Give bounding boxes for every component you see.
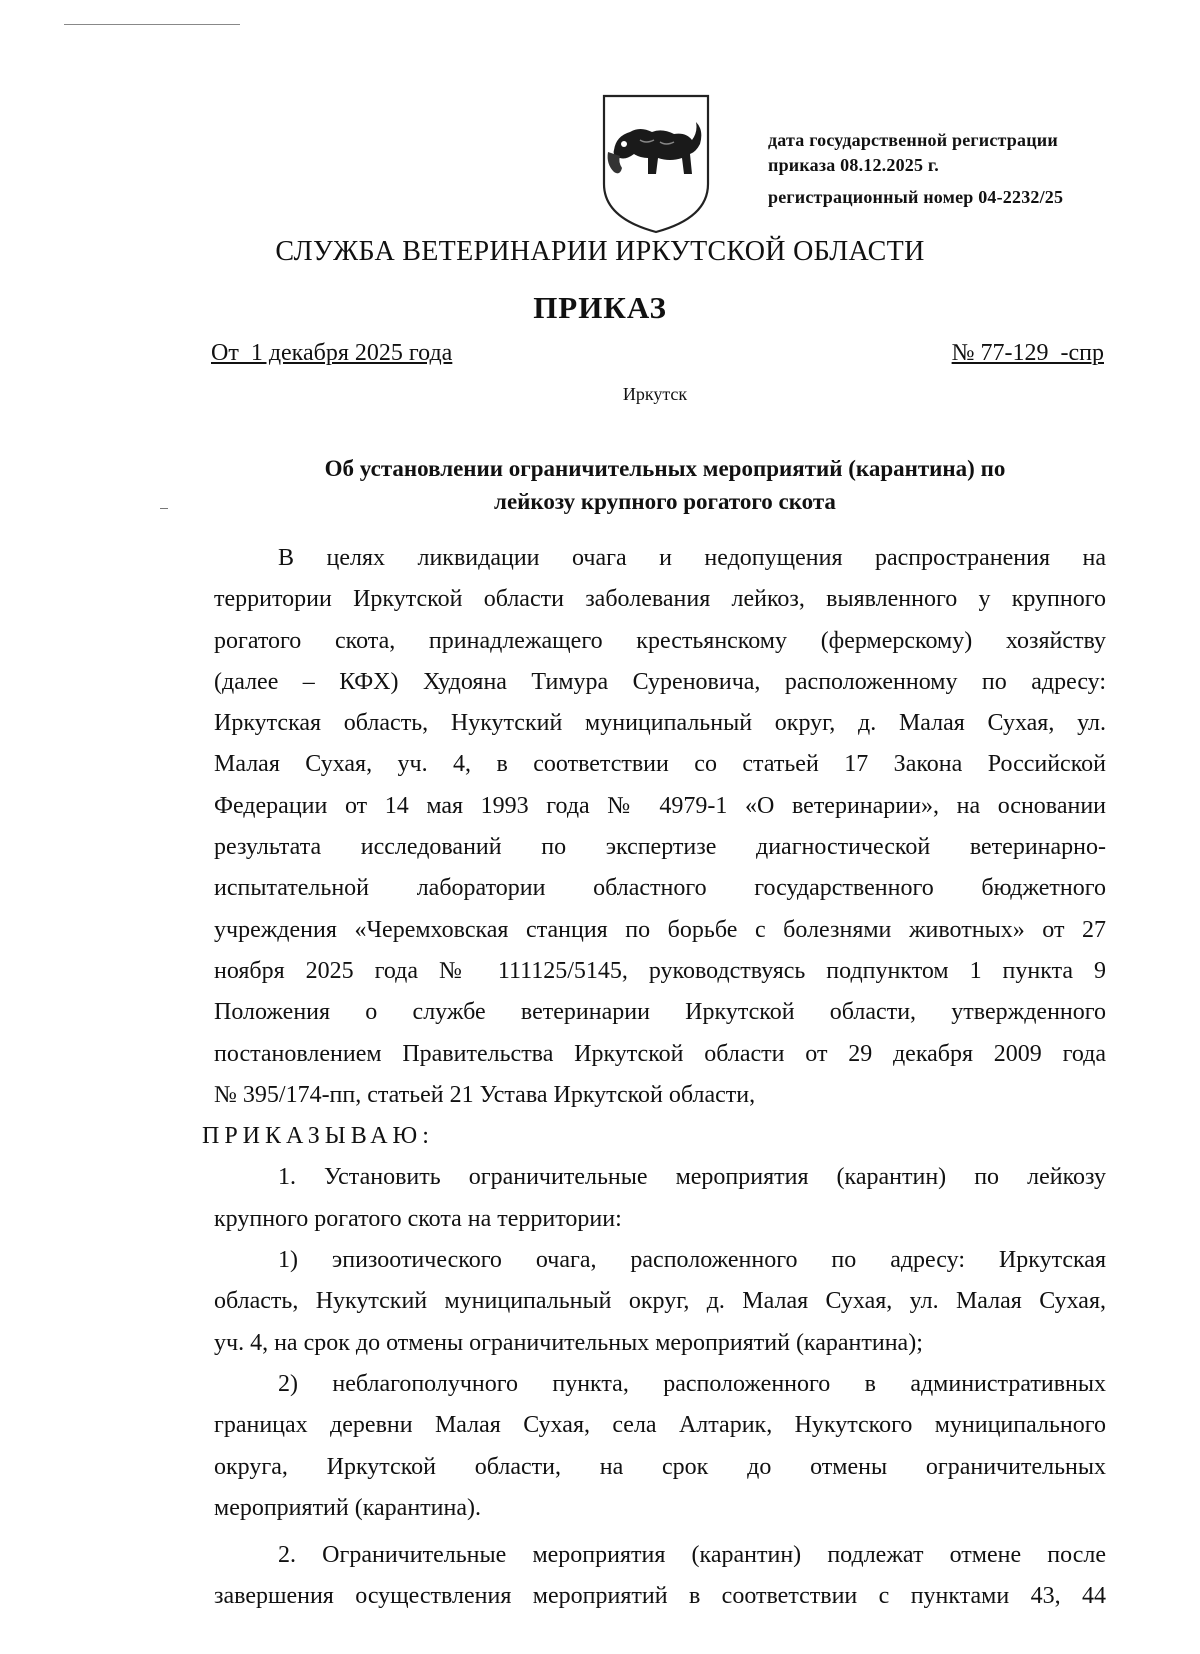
- order-number: № 77-129 -спр: [951, 340, 1104, 366]
- registration-number: регистрационный номер 04-2232/25: [768, 187, 1064, 207]
- body-line: ноября 2025 года № 111125/5145, руководствуясь подпунктом 1 пункта 9: [214, 957, 1106, 984]
- body-line: № 395/174-пп, статьей 21 Устава Иркутской области,: [214, 1081, 756, 1108]
- body-line: территории Иркутской области заболевания лейкоз, выявленного у крупного: [214, 586, 1106, 613]
- coat-of-arms-emblem: [600, 92, 712, 236]
- item-1-2-line: границах деревни Малая Сухая, села Алтарик, Нукутского муниципального: [214, 1412, 1106, 1439]
- body-line: Положения о службе ветеринарии Иркутской области, утвержденного: [214, 999, 1106, 1026]
- body-line: Федерации от 14 мая 1993 года № 4979-1 «О ветеринарии», на основании: [214, 792, 1106, 819]
- agency-name: СЛУЖБА ВЕТЕРИНАРИИ ИРКУТСКОЙ ОБЛАСТИ: [275, 236, 925, 267]
- item-1-1-line: уч. 4, на срок до отмены ограничительных мероприятий (карантина);: [214, 1329, 923, 1356]
- item-1-2-line: 2) неблагополучного пункта, расположенного в административных: [278, 1370, 1106, 1397]
- body-line: Малая Сухая, уч. 4, в соответствии со статьей 17 Закона Российской: [214, 751, 1106, 778]
- order-heading: ПРИКАЗЫВАЮ:: [202, 1123, 434, 1150]
- item-2-line: 2. Ограничительные мероприятия (карантин) подлежат отмене после: [278, 1542, 1106, 1569]
- item-1-1-line: 1) эпизоотического очага, расположенного по адресу: Иркутская: [278, 1247, 1106, 1274]
- body-line: В целях ликвидации очага и недопущения распространения на: [278, 545, 1106, 571]
- registration-line: дата государственной регистрации: [768, 130, 1058, 150]
- city: Иркутск: [622, 384, 688, 404]
- item-1-2-line: мероприятий (карантина).: [214, 1494, 481, 1521]
- body-line: результата исследований по экспертизе диагностической ветеринарно-: [214, 834, 1106, 861]
- body-line: учреждения «Черемховская станция по борьбе с болезнями животных» от 27: [214, 916, 1106, 943]
- body-line: постановлением Правительства Иркутской области от 29 декабря 2009 года: [214, 1040, 1106, 1067]
- title-line: лейкозу крупного рогатого скота: [494, 489, 836, 514]
- document-body: [202, 538, 1106, 1618]
- body-line: рогатого скота, принадлежащего крестьянскому (фермерскому) хозяйству: [214, 627, 1106, 654]
- registration-stamp: [768, 128, 1128, 210]
- scan-artifact-line: [64, 24, 240, 25]
- order-date: От 1 декабря 2025 года: [211, 340, 453, 366]
- item-1-1-line: область, Нукутский муниципальный округ, д. Малая Сухая, ул. Малая Сухая,: [214, 1288, 1106, 1315]
- body-line: испытательной лаборатории областного государственного бюджетного: [214, 875, 1106, 902]
- document-type: ПРИКАЗ: [533, 290, 667, 325]
- body-line: (далее – КФХ) Худояна Тимура Суреновича, расположенному по адресу:: [214, 668, 1106, 695]
- margin-mark: [160, 508, 168, 509]
- item-2-line: завершения осуществления мероприятий в соответствии с пунктами 43, 44: [214, 1583, 1106, 1610]
- item-1-line: 1. Установить ограничительные мероприятия (карантин) по лейкозу: [278, 1164, 1106, 1191]
- registration-date: приказа 08.12.2025 г.: [768, 155, 939, 175]
- body-line: Иркутская область, Нукутский муниципальный округ, д. Малая Сухая, ул.: [214, 710, 1106, 737]
- title-line: Об установлении ограничительных мероприятий (карантина) по: [324, 456, 1006, 481]
- item-1-2-line: округа, Иркутской области, на срок до отмены ограничительных: [214, 1453, 1106, 1480]
- document-title: [200, 452, 1130, 518]
- item-1-line: крупного рогатого скота на территории:: [214, 1205, 622, 1232]
